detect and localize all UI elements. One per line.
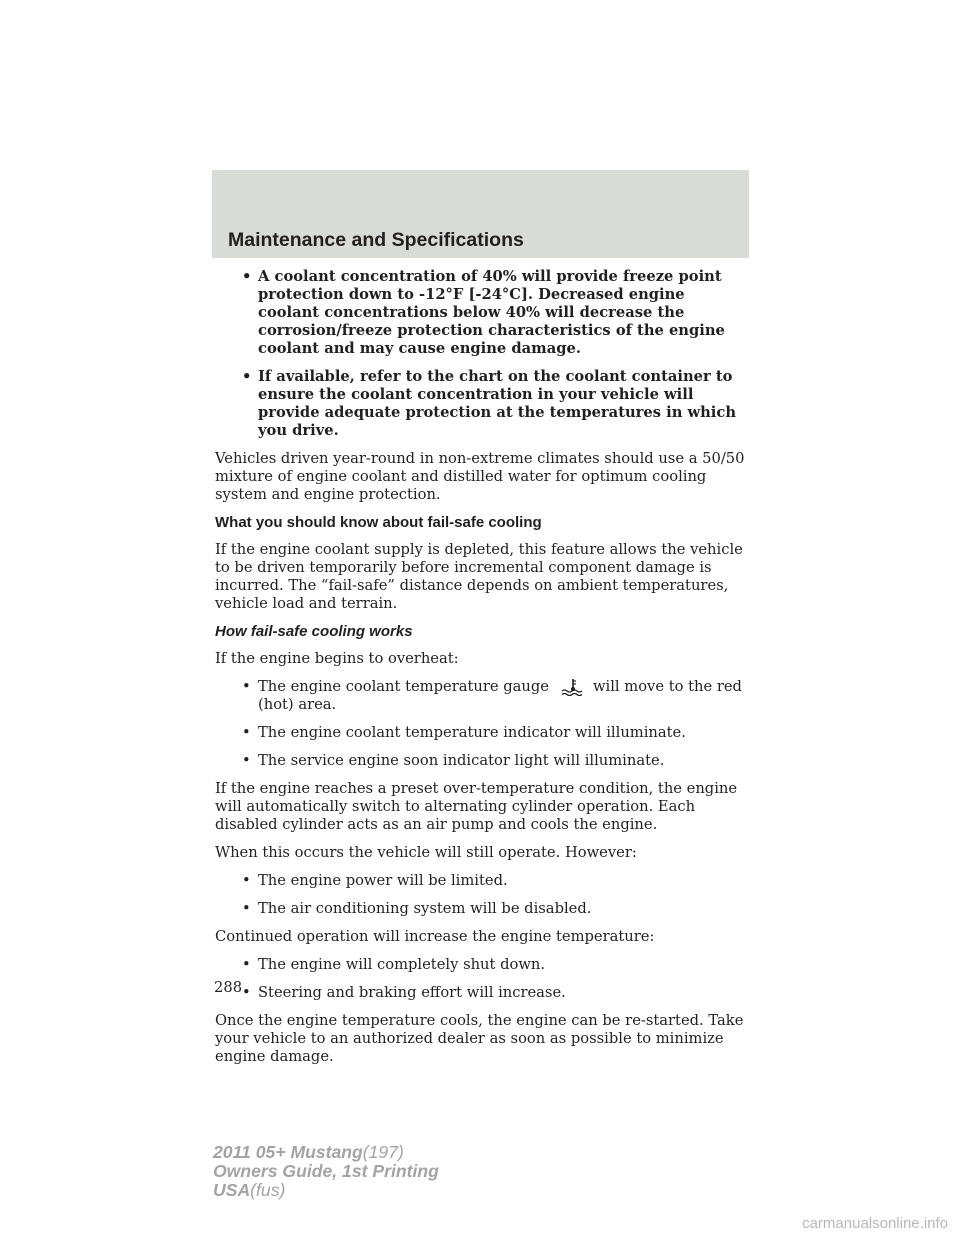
page-number: 288 [214, 979, 243, 996]
paragraph-continued: Continued operation will increase the engine temperature: [215, 928, 655, 945]
bullet-item [215, 268, 750, 358]
bullet-item [215, 984, 750, 1002]
bullet-text-continued: will move to the red (hot) area. [258, 678, 742, 713]
bullet-item [215, 956, 750, 974]
paragraph-still-operate: When this occurs the vehicle will still operate. However: [215, 844, 637, 861]
coolant-temperature-icon [559, 678, 587, 696]
bullet-item [215, 724, 750, 742]
bullet-text: The engine power will be limited. [258, 872, 508, 889]
section-header-title: Maintenance and Specifications [228, 229, 524, 251]
page-content [215, 268, 750, 1076]
bullet-dot: • [242, 956, 251, 973]
bullet-item [215, 900, 750, 918]
footer-line-region [213, 1181, 439, 1200]
bullet-dot: • [242, 900, 251, 917]
bullet-text: The engine coolant temperature gauge [258, 678, 549, 695]
footer-model: 2011 05+ Mustang [213, 1142, 363, 1162]
footer-region: USA [213, 1180, 251, 1200]
bullet-dot: • [242, 752, 251, 769]
paragraph-failsafe: If the engine coolant supply is depleted, this feature allows the vehicle to be driven temporarily before incremental component damage is incurred. The “fail-safe” distance depends on ambient temperatures, vehicle load and terrain. [215, 541, 743, 612]
bullet-dot: • [242, 984, 251, 1001]
paragraph-mixture: Vehicles driven year-round in non-extreme climates should use a 50/50 mixture of engine coolant and distilled water for optimum cooling system and engine protection. [215, 450, 745, 503]
print-footer [213, 1143, 439, 1200]
bullet-item [215, 872, 750, 890]
heading-failsafe: What you should know about fail-safe cooling [215, 514, 542, 531]
bullet-dot: • [242, 368, 252, 385]
bullet-dot: • [242, 678, 251, 695]
footer-region-code: (fus) [250, 1180, 286, 1200]
bullet-text: If available, refer to the chart on the coolant container to ensure the coolant concentration in your vehicle will provide adequate protection at the temperatures in which you drive. [258, 368, 737, 439]
bullet-text: A coolant concentration of 40% will provide freeze point protection down to -12°F [-24°C]. Decreased engine coolant concentrations below 40% will decrease the corrosion/freeze protection characteristics of the engine coolant and may cause engine damage. [258, 268, 725, 357]
paragraph-overheat-lead: If the engine begins to overheat: [215, 650, 459, 667]
watermark: carmanualsonline.info [802, 1215, 948, 1232]
footer-line-model [213, 1143, 439, 1162]
bullet-dot: • [242, 268, 252, 285]
bullet-text: The engine will completely shut down. [258, 956, 546, 973]
paragraph-cylinder: If the engine reaches a preset over-temperature condition, the engine will automatically switch to alternating cylinder operation. Each disabled cylinder acts as an air pump and cools the engine. [215, 780, 738, 833]
bullet-dot: • [242, 872, 251, 889]
bullet-text: The service engine soon indicator light will illuminate. [258, 752, 665, 769]
heading-how-failsafe: How fail-safe cooling works [215, 623, 413, 640]
bullet-text: The engine coolant temperature indicator will illuminate. [258, 724, 686, 741]
paragraph-restart: Once the engine temperature cools, the engine can be re-started. Take your vehicle to an authorized dealer as soon as possible to minimize engine damage. [215, 1012, 744, 1065]
footer-printing: Owners Guide, 1st Printing [213, 1161, 439, 1181]
bullet-text: Steering and braking effort will increase. [258, 984, 566, 1001]
bullet-text: The air conditioning system will be disabled. [258, 900, 592, 917]
bullet-dot: • [242, 724, 251, 741]
bullet-item [215, 368, 750, 440]
footer-model-code: (197) [362, 1142, 404, 1162]
bullet-item-gauge [215, 678, 750, 714]
bullet-item [215, 752, 750, 770]
